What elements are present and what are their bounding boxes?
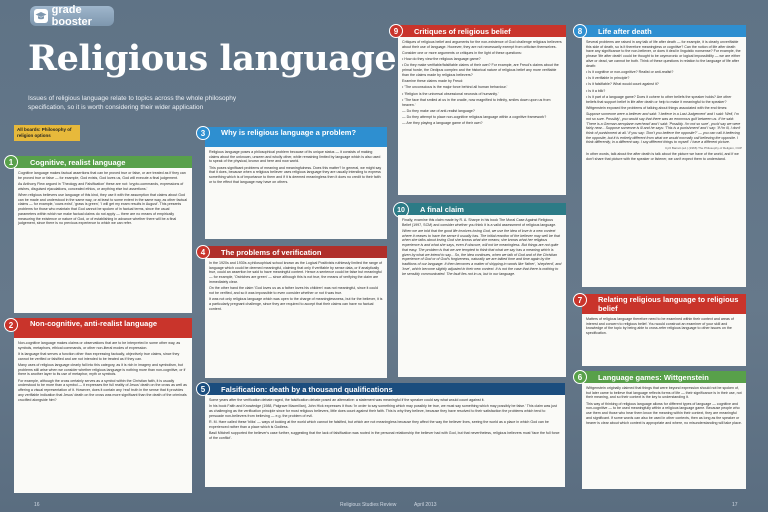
footer-date: April 2013 <box>414 502 437 508</box>
section-1-body <box>14 168 192 313</box>
section-5-para: Basil Mitchell supported the believer's case further, suggesting that the lack of falsification was rooted in the personal relationship the believer had with God, but that nevertheless, religious believers must 'face the full force of the conflict'. <box>209 430 560 440</box>
section-8-para: In other words, talk about the after death is talk about the picture we have of the world, and if we don't share that picture with the speaker or listener, we can't expect them to understand. <box>586 152 739 161</box>
section-4-para: In the 1920s and 1930s a philosophical school known as the Logical Positivists ruthlessly limited the range of language which could be deemed meaningful, claiming that only if verifiable by sense data, or if analytically true, could an assertion be said to have meaningful content. Hence a sentence could be false but meaningful — for example, 'Ostriches are green' — since although this is not true, the means of verifying the claim are immediately clear. <box>209 261 383 284</box>
section-7-number: 7 <box>573 293 587 307</box>
section-1-para: Cognitive language makes factual assertions that can be proved true or false, or are treated as if they can be proved true or false — for example, God exists, God loves us, God will execute a final judgement. <box>18 171 186 180</box>
section-2-para: Many uses of religious language clearly fall into this category, as it is rich in imagery and symbolism, but problems still arise when we consider whether religious language is nothing more than non-cognitive, or if there is another layer to its use of metaphor, myth or symbols. <box>18 362 186 377</box>
section-5-para: In his book Faith and Knowledge (1988, Palgrave Macmillan), John Hick expresses it thus: 'In order to say something which may possibly be true, we must say something which may possibly be false.' This claim was just as challenging as the verification principle since for most religious believers, little does count against their faith. This is why they believe, because they have resolved to their satisfaction the problems which tend to persuade non-believers from believing — e.g. the problem of evil. <box>209 404 557 418</box>
section-8-title: Life after death <box>598 26 652 36</box>
section-4-title: The problems of verification <box>221 247 322 257</box>
section-9-para: Examine these claims made by Freud: <box>402 79 464 84</box>
section-3-para: This poses significant problems of meaning and meaningfulness. Does this matter? In general, we might say that it does, because when a religious believer uses religious language they are usually intending to express something which is of importance to them and if it is deemed meaningless then it does no credit to their faith or to the effect that language may have on others. <box>209 165 382 184</box>
section-3-body <box>205 147 387 239</box>
section-8-para: Several problems are raised in any talk of life after death — for example, it is clearly unverifiable this side of death, so is it therefore meaningless or cognitive? Can the notion of life after death have any significance to the non-believer, or does it deal in linguistic nonsense? For example, the phrase 'life after death' could be thought to be oxymoronic or logical impossibility — we are either alive or dead, we cannot be both. Think of these questions in relation to the language of life after death: <box>586 40 741 68</box>
section-6-title: Language games: Wittgenstein <box>598 372 709 382</box>
section-8-para: Wittgenstein exposed the problems of talking about things associated with the end times: <box>586 105 728 110</box>
section-8-bullet: • Is it verifiable in principle? <box>586 76 630 81</box>
section-4-para: On the other hand the claim 'God loves us as a father loves his children' was not meaningful, since it could not be verified, and so it was impossible to even consider whether or not it was true. <box>209 286 378 295</box>
section-9-para: • 'The unconscious is the major force behind all human behaviour.' <box>402 85 508 90</box>
section-9-para: Critiques of religious belief and arguments for the non-existence of God challenge religious believers about their use of language. However, they are not necessarily exempt from criticism themselves. <box>402 40 562 49</box>
section-10-quote: When we are told that the good life involves loving God, we use the idea of love in a new context where it ceases to have the sense it usually has. The initial reaction of the believer may well be that when she talks about loving God she knows what she means; she knows what her religious experience is and what she says, even if obscure, will not be meaningless. But things are not quite that easy. The problem is that we are tempted to think that what we say has a meaning which is given by what we intend to say... So, the idea continues, when we talk of God and of the Christian experience of God or of God's forgiveness, naturally we are talked time and time again by the traditions of our language. It then becomes a matter of shipping in words like 'father', 'shepherd', and 'love', which become slightly adjusted in their new context. It is not the case that there is nothing to be sensibly communicated. The fault lies not in us, but in our language. <box>402 228 562 276</box>
section-2-para: For example, although the cross certainly serves as a symbol within the Christian faith, it is usually understood to be more than a symbol — it expresses the full reality of Jesus' death on the cross as well as offering a visual representation of it. However, does it contain any 'real' truth in the sense that it provides any verifiable indication that Jesus' death on the cross was more significant than the death of the criminals crucified alongside him? <box>18 378 187 402</box>
section-8-bullet: • Is it falsifiable? What would count against it? <box>586 82 659 87</box>
grade-booster-badge <box>30 6 114 26</box>
section-9-title: Critiques of religious belief <box>414 26 511 36</box>
footer-publication: Religious Studies Review <box>340 502 397 508</box>
section-2-number: 2 <box>4 318 18 332</box>
section-6-header <box>582 371 746 383</box>
section-3-header <box>205 127 387 147</box>
page-title: Religious language <box>28 38 397 79</box>
section-10-para: Finally, examine this claim made by R. A. Sharpe in his book The Moral Case Against Religious Belief (1997, SCM) and consider whether you think it is a valid assessment of religious language. <box>402 218 557 227</box>
section-7-body <box>582 314 746 366</box>
page-number-right: 17 <box>732 502 738 508</box>
section-4-number: 4 <box>196 245 210 259</box>
section-8-body <box>582 37 746 287</box>
section-9-para: • How do they view the religious language game? <box>402 57 481 62</box>
section-8-bullet: • Is it cognitive or non-cognitive? Realist or anti-realist? <box>586 69 674 74</box>
section-7-para: Matters of religious language therefore need to be examined within their context and areas of interest and concern to religious belief. You would construct an examiner of your skill and knowledge of the topic by being able to cross-refer religious language to other issues on the specification. <box>586 317 734 336</box>
section-3-para: Religious language poses a philosophical problem because of its unique status — it consists of making claims about the unknown, unseen and wholly other, while remaining limited by language which is also used to speak of the physical, known and here and now world. <box>209 150 381 164</box>
section-8-citation: Cyril Barrett (ed.) (1966) The Philosophy of Religion, OUP <box>665 145 742 150</box>
section-1-para: When religious believers use language of this kind, they use it with the assumption that claims about God can be made and understood in the same way, or at least to some extent in the same way, as other factual claims — for example, 'cows exist', 'grass is green', 'I will get my exam results in August'. This presents problems for those who maintain that God cannot be spoken of in factual terms, since the usual parameters within which we make factual claims do not apply — there are no means of empirically measuring the existence or nature of God, or of establishing in advance whether there will be a final judgement, since there is no previous experience to which we can refer. <box>18 192 188 226</box>
section-1-title: Cognitive, realist language <box>30 157 126 167</box>
section-2-para: It is language that serves a function other than expressing factually, objectively true claims, since they cannot be verified or falsified and are not intended to be treated as if they can. <box>18 351 180 361</box>
section-10-body <box>398 215 566 377</box>
section-3-title: Why is religious language a problem? <box>221 128 357 137</box>
section-9-para: • 'The face that smiled at us in the cradle, now magnified to infinity, smiles down upon us from heaven.' <box>402 97 551 107</box>
section-6-para: Wittgenstein originally claimed that things that were beyond expression should not be spoken of, but later came to believe that language reflects forms of life — their significance is in their use, not their meaning, and so their context is the key to understanding it. <box>586 386 742 400</box>
section-8-number: 8 <box>573 24 587 38</box>
section-4-para: It was not only religious language which was open to the charge of meaninglessness, but for the believer, it is a particularly pregnant challenge, since they are required to accept that their claims can have no factual content. <box>209 297 383 311</box>
section-5-header <box>205 383 565 395</box>
section-6-para: This way of thinking of religious language allows for different types of language — cognitive and non-cognitive — to be used meaningfully within a religious language game. Because people who use them and those who hear them know the meaning within their context, they are meaningful and significant. If some words can also be used in other contexts, then as long as the speaker or hearer is clear about which context is appropriate and where, no misunderstanding will take place. <box>586 401 742 425</box>
section-6-number: 6 <box>573 370 587 384</box>
section-9-para: — Do they attempt to place non-cognitive religious language within a cognitive framework? <box>402 115 547 120</box>
graduation-cap-icon <box>34 9 48 23</box>
section-5-para: Some years after the verification debate raged, the falsification debate posed an alternative: a statement was meaningful if the speaker could say what would count against it. <box>209 398 485 402</box>
section-2-body <box>14 338 192 493</box>
section-9-para: • 'Religion is the universal obsessional neurosis of humanity.' <box>402 91 499 96</box>
section-10-title: A final claim <box>420 204 464 214</box>
section-9-header <box>398 25 566 37</box>
page-number-left: 16 <box>34 502 40 508</box>
section-5-title: Falsification: death by a thousand qualifications <box>221 384 393 394</box>
boards-note: All boards: Philosophy of religion options <box>14 125 80 141</box>
badge-label: grade booster <box>51 4 92 28</box>
section-5-para: R. M. Hare called these 'bliks' — ways of looking at the world which cannot be falsified, but which are not meaningless because they affect the way the believer lives, seeing the world as a place in which God can be experienced rather than a place which is Godless. <box>209 419 549 429</box>
section-1-header <box>14 156 192 168</box>
section-2-para: Non-cognitive language makes claims or observations that are to be interpreted in some other way, as symbols, metaphors, ethical commands, or other non-literal modes of expression. <box>18 341 181 350</box>
section-9-para: — Do they make use of anti-realist language? <box>402 108 475 113</box>
section-6-body <box>582 383 746 489</box>
section-8-bullet: • Is it a blik? <box>586 88 606 93</box>
section-7-header <box>582 294 746 314</box>
section-5-body <box>205 395 565 487</box>
section-7-title: Relating religious language to religious belief <box>598 295 739 313</box>
section-9-para: Consider one or more arguments or critiques in the light of these questions: <box>402 50 522 55</box>
section-2-header <box>14 318 192 338</box>
section-9-para: — Are they playing a language game of their own? <box>402 121 483 126</box>
section-2-title: Non-cognitive, anti-realist language <box>30 319 158 328</box>
section-8-bullet: • Is it part of a language game? Does it cohere to other beliefs the speaker holds? Are other beliefs that support belief in life after death or help to make it meaningful to the speaker? <box>586 94 732 104</box>
section-1-para: As Anthony Flew argued in 'Theology and Falsification' these are not: 'crypto-commands, expressions of wishes, disguised ejaculations, concealed ethics, or anything else but assertions.' <box>18 181 184 191</box>
section-8-quote: Suppose someone were a believer and said: 'I believe in a Last Judgement' and I said: 'Well, I'm not so sure. Possibly', you would say that there was an enormous gulf between us. If he said: 'There is a German aeroplane overhead' and I said: 'Possibly. I'm not so sure', you'd say we were fairly near... Suppose someone is ill and he says: 'This is a punishment' and I say: 'If I'm ill, I don't think of punishment at all.' If you say: 'Don't you believe the opposite?' — you can call it believing the opposite, but it is entirely different from what we would normally call believing the opposite. I think differently, in a different way. I say different things to myself. I have a different picture. <box>586 112 741 145</box>
intro-text: Issues of religious language relate to topics across the whole philosophy specification, so it is worth considering their wider application <box>28 95 237 112</box>
section-10-header <box>404 203 566 215</box>
section-3-number: 3 <box>196 126 210 140</box>
section-9-number: 9 <box>389 24 403 38</box>
section-4-body <box>205 258 387 378</box>
section-9-para: • Do they make verifiable/falsifiable claims of their own? For example, are Freud's claims about the primal horde, the Oedipus complex and the historical nature of religious belief any more verifiable than the claims made by religious believers? <box>402 63 559 77</box>
section-5-number: 5 <box>196 382 210 396</box>
section-10-number: 10 <box>393 202 409 218</box>
section-9-body <box>398 37 566 195</box>
section-1-number: 1 <box>4 155 18 169</box>
section-8-header <box>582 25 746 37</box>
section-4-header <box>205 246 387 258</box>
